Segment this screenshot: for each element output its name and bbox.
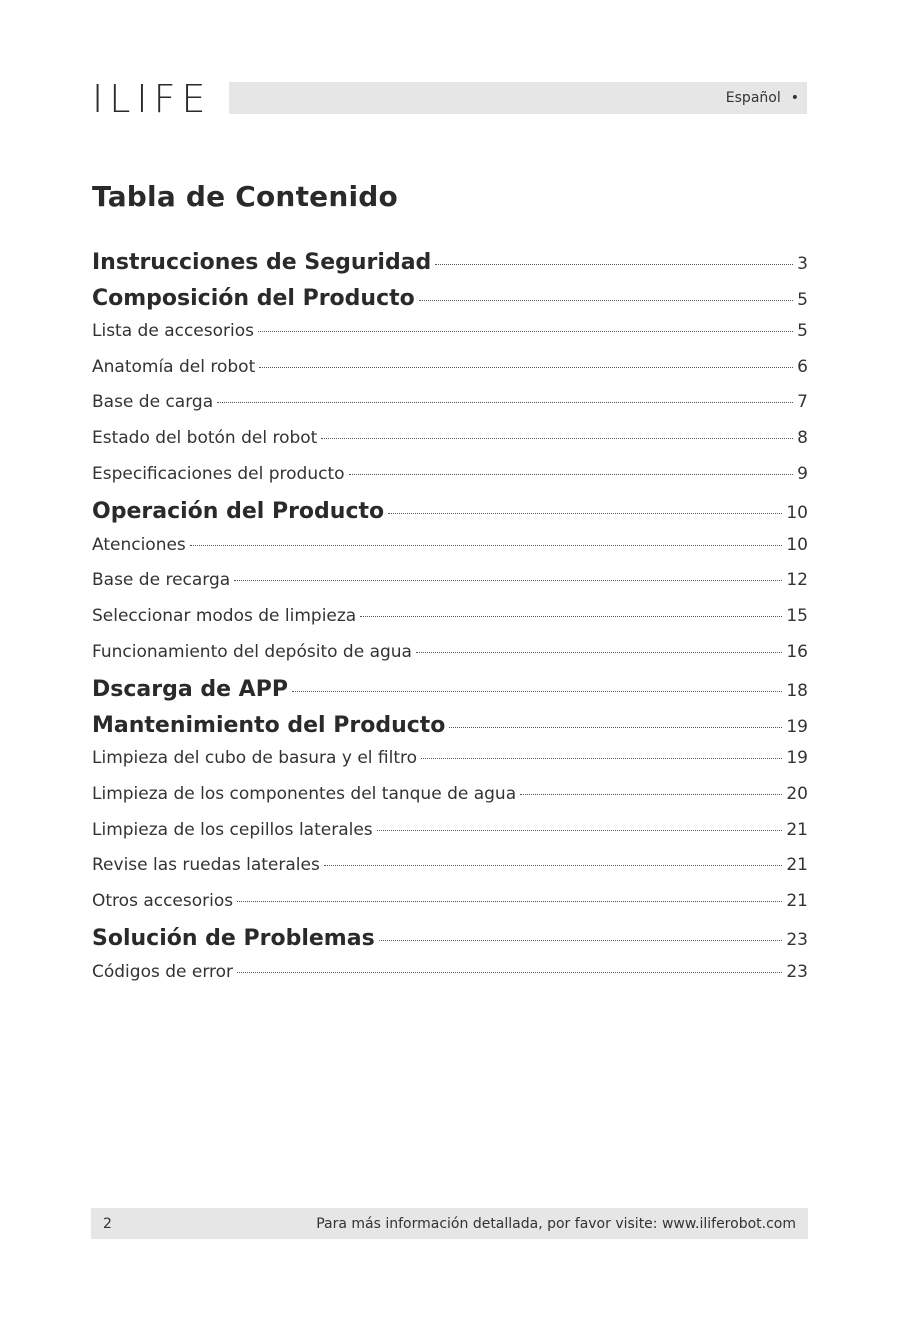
toc-entry-label: Base de recarga [92, 570, 231, 591]
toc-entry-label: Limpieza de los componentes del tanque de agua [92, 783, 517, 804]
toc-entry-label: Revise las ruedas laterales [92, 855, 320, 876]
toc-entry-page: 20 [786, 783, 808, 804]
toc-entry-label: Solución de Problemas [92, 926, 375, 952]
toc-entry-page: 21 [786, 855, 808, 876]
dot-leader [259, 367, 793, 368]
toc-entry[interactable] [92, 748, 808, 784]
dot-leader [388, 513, 782, 514]
toc-entry[interactable] [92, 820, 808, 856]
language-label: Español [725, 90, 781, 106]
dot-leader [321, 438, 793, 439]
toc-entry[interactable] [92, 926, 808, 962]
toc-entry-label: Códigos de error [92, 961, 234, 982]
dot-leader [234, 580, 782, 581]
toc-entry-label: Atenciones [92, 534, 186, 555]
page-number: 2 [103, 1215, 112, 1232]
toc-entry-page: 23 [786, 930, 808, 951]
toc-entry[interactable] [92, 464, 808, 500]
toc-entry-label: Limpieza del cubo de basura y el filtro [92, 748, 418, 769]
toc-entry-page: 19 [786, 748, 808, 769]
page-title: Tabla de Contenido [92, 180, 398, 213]
dot-leader [258, 331, 793, 332]
toc-entry-label: Especificaciones del producto [92, 463, 345, 484]
toc-entry[interactable] [92, 784, 808, 820]
toc-entry[interactable] [92, 677, 808, 713]
dot-leader [292, 691, 782, 692]
toc-entry-label: Dscarga de APP [92, 677, 288, 703]
toc-entry-page: 12 [786, 570, 808, 591]
dot-leader [377, 830, 783, 831]
toc-entry-label: Funcionamiento del depósito de agua [92, 641, 412, 662]
toc-entry[interactable] [92, 962, 808, 998]
toc-entry[interactable] [92, 250, 808, 286]
toc-entry[interactable] [92, 570, 808, 606]
toc-entry-page: 5 [797, 289, 808, 310]
toc-entry-page: 6 [797, 356, 808, 377]
dot-leader [349, 474, 794, 475]
dot-leader [237, 972, 782, 973]
dot-leader [237, 901, 782, 902]
dot-leader [419, 300, 793, 301]
toc-entry[interactable] [92, 535, 808, 571]
toc-entry[interactable] [92, 891, 808, 927]
toc-entry-page: 10 [786, 534, 808, 555]
toc-entry[interactable] [92, 642, 808, 678]
dot-leader [379, 940, 783, 941]
dot-leader [324, 865, 783, 866]
toc-entry-page: 9 [797, 463, 808, 484]
toc-entry-page: 8 [797, 427, 808, 448]
toc-entry-label: Operación del Producto [92, 499, 385, 525]
toc-entry-page: 21 [786, 819, 808, 840]
dot-leader [520, 794, 782, 795]
table-of-contents [92, 250, 808, 997]
toc-entry[interactable] [92, 286, 808, 322]
dot-leader [421, 758, 782, 759]
toc-entry-page: 21 [786, 890, 808, 911]
toc-entry-page: 18 [786, 681, 808, 702]
dot-leader [416, 652, 782, 653]
toc-entry[interactable] [92, 855, 808, 891]
ilife-logo: ILIFE [92, 77, 212, 121]
toc-entry-page: 7 [797, 392, 808, 413]
toc-entry-page: 15 [786, 605, 808, 626]
dot-leader [190, 545, 783, 546]
toc-entry-page: 10 [786, 503, 808, 524]
toc-entry[interactable] [92, 499, 808, 535]
toc-entry-page: 3 [797, 254, 808, 274]
toc-entry[interactable] [92, 357, 808, 393]
toc-entry-label: Lista de accesorios [92, 321, 254, 342]
toc-entry[interactable] [92, 606, 808, 642]
toc-entry-label: Anatomía del robot [92, 356, 256, 377]
dot-leader [217, 402, 793, 403]
toc-entry-label: Seleccionar modos de limpieza [92, 605, 357, 626]
toc-entry-label: Limpieza de los cepillos laterales [92, 819, 373, 840]
toc-entry[interactable] [92, 321, 808, 357]
toc-entry-label: Mantenimiento del Producto [92, 712, 446, 738]
toc-entry-label: Base de carga [92, 392, 214, 413]
header-band [229, 82, 807, 114]
dot-leader [360, 616, 782, 617]
toc-entry[interactable] [92, 713, 808, 749]
toc-entry-page: 16 [786, 641, 808, 662]
dot-leader [449, 727, 782, 728]
toc-entry-label: Estado del botón del robot [92, 427, 318, 448]
toc-entry-label: Otros accesorios [92, 890, 234, 911]
footer-text: Para más información detallada, por favor visite: www.iliferobot.com [316, 1215, 796, 1232]
toc-entry-page: 19 [786, 716, 808, 737]
toc-entry[interactable] [92, 428, 808, 464]
bullet-icon: • [790, 90, 799, 106]
footer-band [91, 1208, 808, 1239]
dot-leader [435, 264, 793, 265]
toc-entry-label: Instrucciones de Seguridad [92, 250, 432, 275]
toc-entry[interactable] [92, 392, 808, 428]
toc-entry-page: 5 [797, 321, 808, 342]
toc-entry-label: Composición del Producto [92, 285, 415, 311]
toc-entry-page: 23 [786, 961, 808, 982]
